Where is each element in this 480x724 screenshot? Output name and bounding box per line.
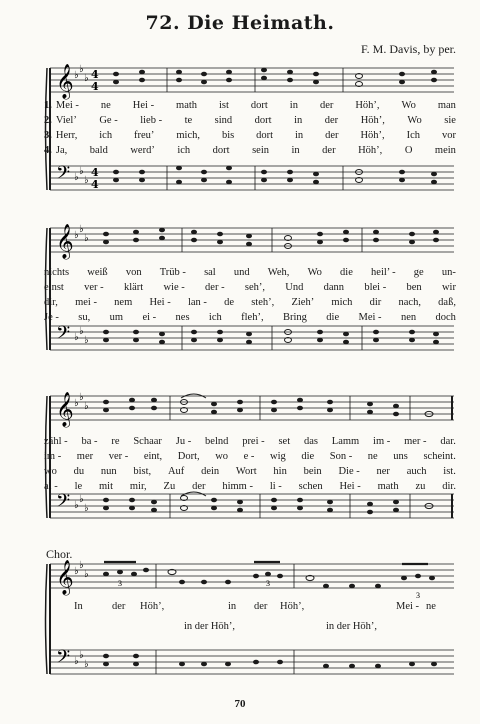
treble-clef-icon: 𝄞: [56, 64, 74, 99]
hymn-title: [0, 12, 480, 34]
bass-clef-icon: 𝄢: [56, 163, 71, 188]
svg-text:4: 4: [91, 68, 99, 81]
svg-text:♭: ♭: [84, 401, 89, 412]
verse-line: 4. Ja, bald werd’ ich dort sein in der Höh’, O mein: [44, 144, 456, 156]
svg-text:♭: ♭: [84, 73, 89, 84]
treble-clef-icon: 𝄞: [56, 392, 74, 427]
svg-text:♭: ♭: [84, 233, 89, 244]
svg-text:♭: ♭: [74, 500, 79, 511]
verse-line: zähl - ba - re Schaar Ju - belnd prei - set das Lamm im - mer - dar.: [44, 435, 456, 447]
hymn-number: 72.: [145, 12, 181, 34]
svg-text:♭: ♭: [79, 392, 84, 403]
svg-text:3: 3: [118, 579, 122, 588]
hymn-name: Die Heimath.: [187, 12, 335, 34]
verse-line: nichts weiß von Trüb - sal und Weh, Wo die heil’ - ge un-: [44, 266, 456, 278]
svg-text:♭: ♭: [74, 566, 79, 577]
verse-line: einst ver - klärt wie - der - seh’, Und dann blei - ben wir: [44, 281, 456, 293]
svg-text:♭: ♭: [74, 656, 79, 667]
notes-treble: [113, 68, 437, 87]
verse-line: 3. Herr, ich freu’ mich, bis dort in der Höh’, Ich vor: [44, 129, 456, 141]
svg-text:♭: ♭: [84, 335, 89, 346]
chorus-lyrics-line-2: in der Höh’, in der Höh’,: [184, 621, 378, 632]
svg-text:♭: ♭: [84, 175, 89, 186]
verse-line: im - mer ver - eint, Dort, wo e - wig die Son - ne uns scheint.: [44, 450, 456, 462]
svg-text:4: 4: [91, 166, 99, 179]
svg-text:♭: ♭: [79, 64, 84, 75]
svg-text:♭: ♭: [84, 569, 89, 580]
key-signature-icon: [74, 560, 89, 670]
verse-line: wo du nun bist, Auf dein Wort hin bein Die - ner auch ist.: [44, 465, 456, 477]
svg-text:♭: ♭: [79, 326, 84, 337]
svg-text:♭: ♭: [84, 659, 89, 670]
verse-line: 1. Mei - ne Hei - math ist dort in der Höh’, Wo man: [44, 99, 456, 111]
svg-text:♭: ♭: [74, 398, 79, 409]
bass-clef-icon: 𝄢: [56, 647, 71, 672]
bass-clef-icon: 𝄢: [56, 491, 71, 516]
bass-staff: [50, 166, 454, 190]
treble-clef-icon: 𝄞: [56, 224, 74, 259]
svg-text:♭: ♭: [84, 503, 89, 514]
svg-text:4: 4: [91, 178, 99, 191]
svg-text:♭: ♭: [79, 166, 84, 177]
svg-text:♭: ♭: [79, 650, 84, 661]
svg-text:3: 3: [416, 591, 420, 600]
svg-text:♭: ♭: [74, 172, 79, 183]
verse-line: Je - su, um ei - nes ich fleh’, Bring die Mei - nen doch: [44, 311, 456, 323]
verse-line: 2. Viel’ Ge - lieb - te sind dort in der Höh’, Wo sie: [44, 114, 456, 126]
verse-line: al - le mit mir, Zu der himm - li - schen Hei - math zu dir.: [44, 480, 456, 492]
chorus-lyrics-line-1: In der Höh’, in der Höh’, Mei - ne: [74, 601, 436, 612]
svg-text:3: 3: [266, 579, 270, 588]
notes-bass: [113, 166, 437, 185]
svg-text:♭: ♭: [79, 494, 84, 505]
svg-text:4: 4: [91, 80, 99, 93]
svg-text:♭: ♭: [79, 224, 84, 235]
svg-text:♭: ♭: [74, 70, 79, 81]
treble-clef-icon: 𝄞: [56, 560, 74, 595]
verse-line: dir, mei - nem Hei - lan - de steh’, Zieh’ mich dir nach, daß,: [44, 296, 456, 308]
composer-credit: F. M. Davis, by per.: [360, 42, 456, 56]
page-number: 70: [234, 698, 246, 710]
svg-text:♭: ♭: [74, 332, 79, 343]
svg-text:♭: ♭: [74, 230, 79, 241]
svg-text:♭: ♭: [79, 560, 84, 571]
treble-staff: [50, 68, 454, 92]
bass-clef-icon: 𝄢: [56, 323, 71, 348]
chorus-label: Chor.: [46, 547, 73, 561]
